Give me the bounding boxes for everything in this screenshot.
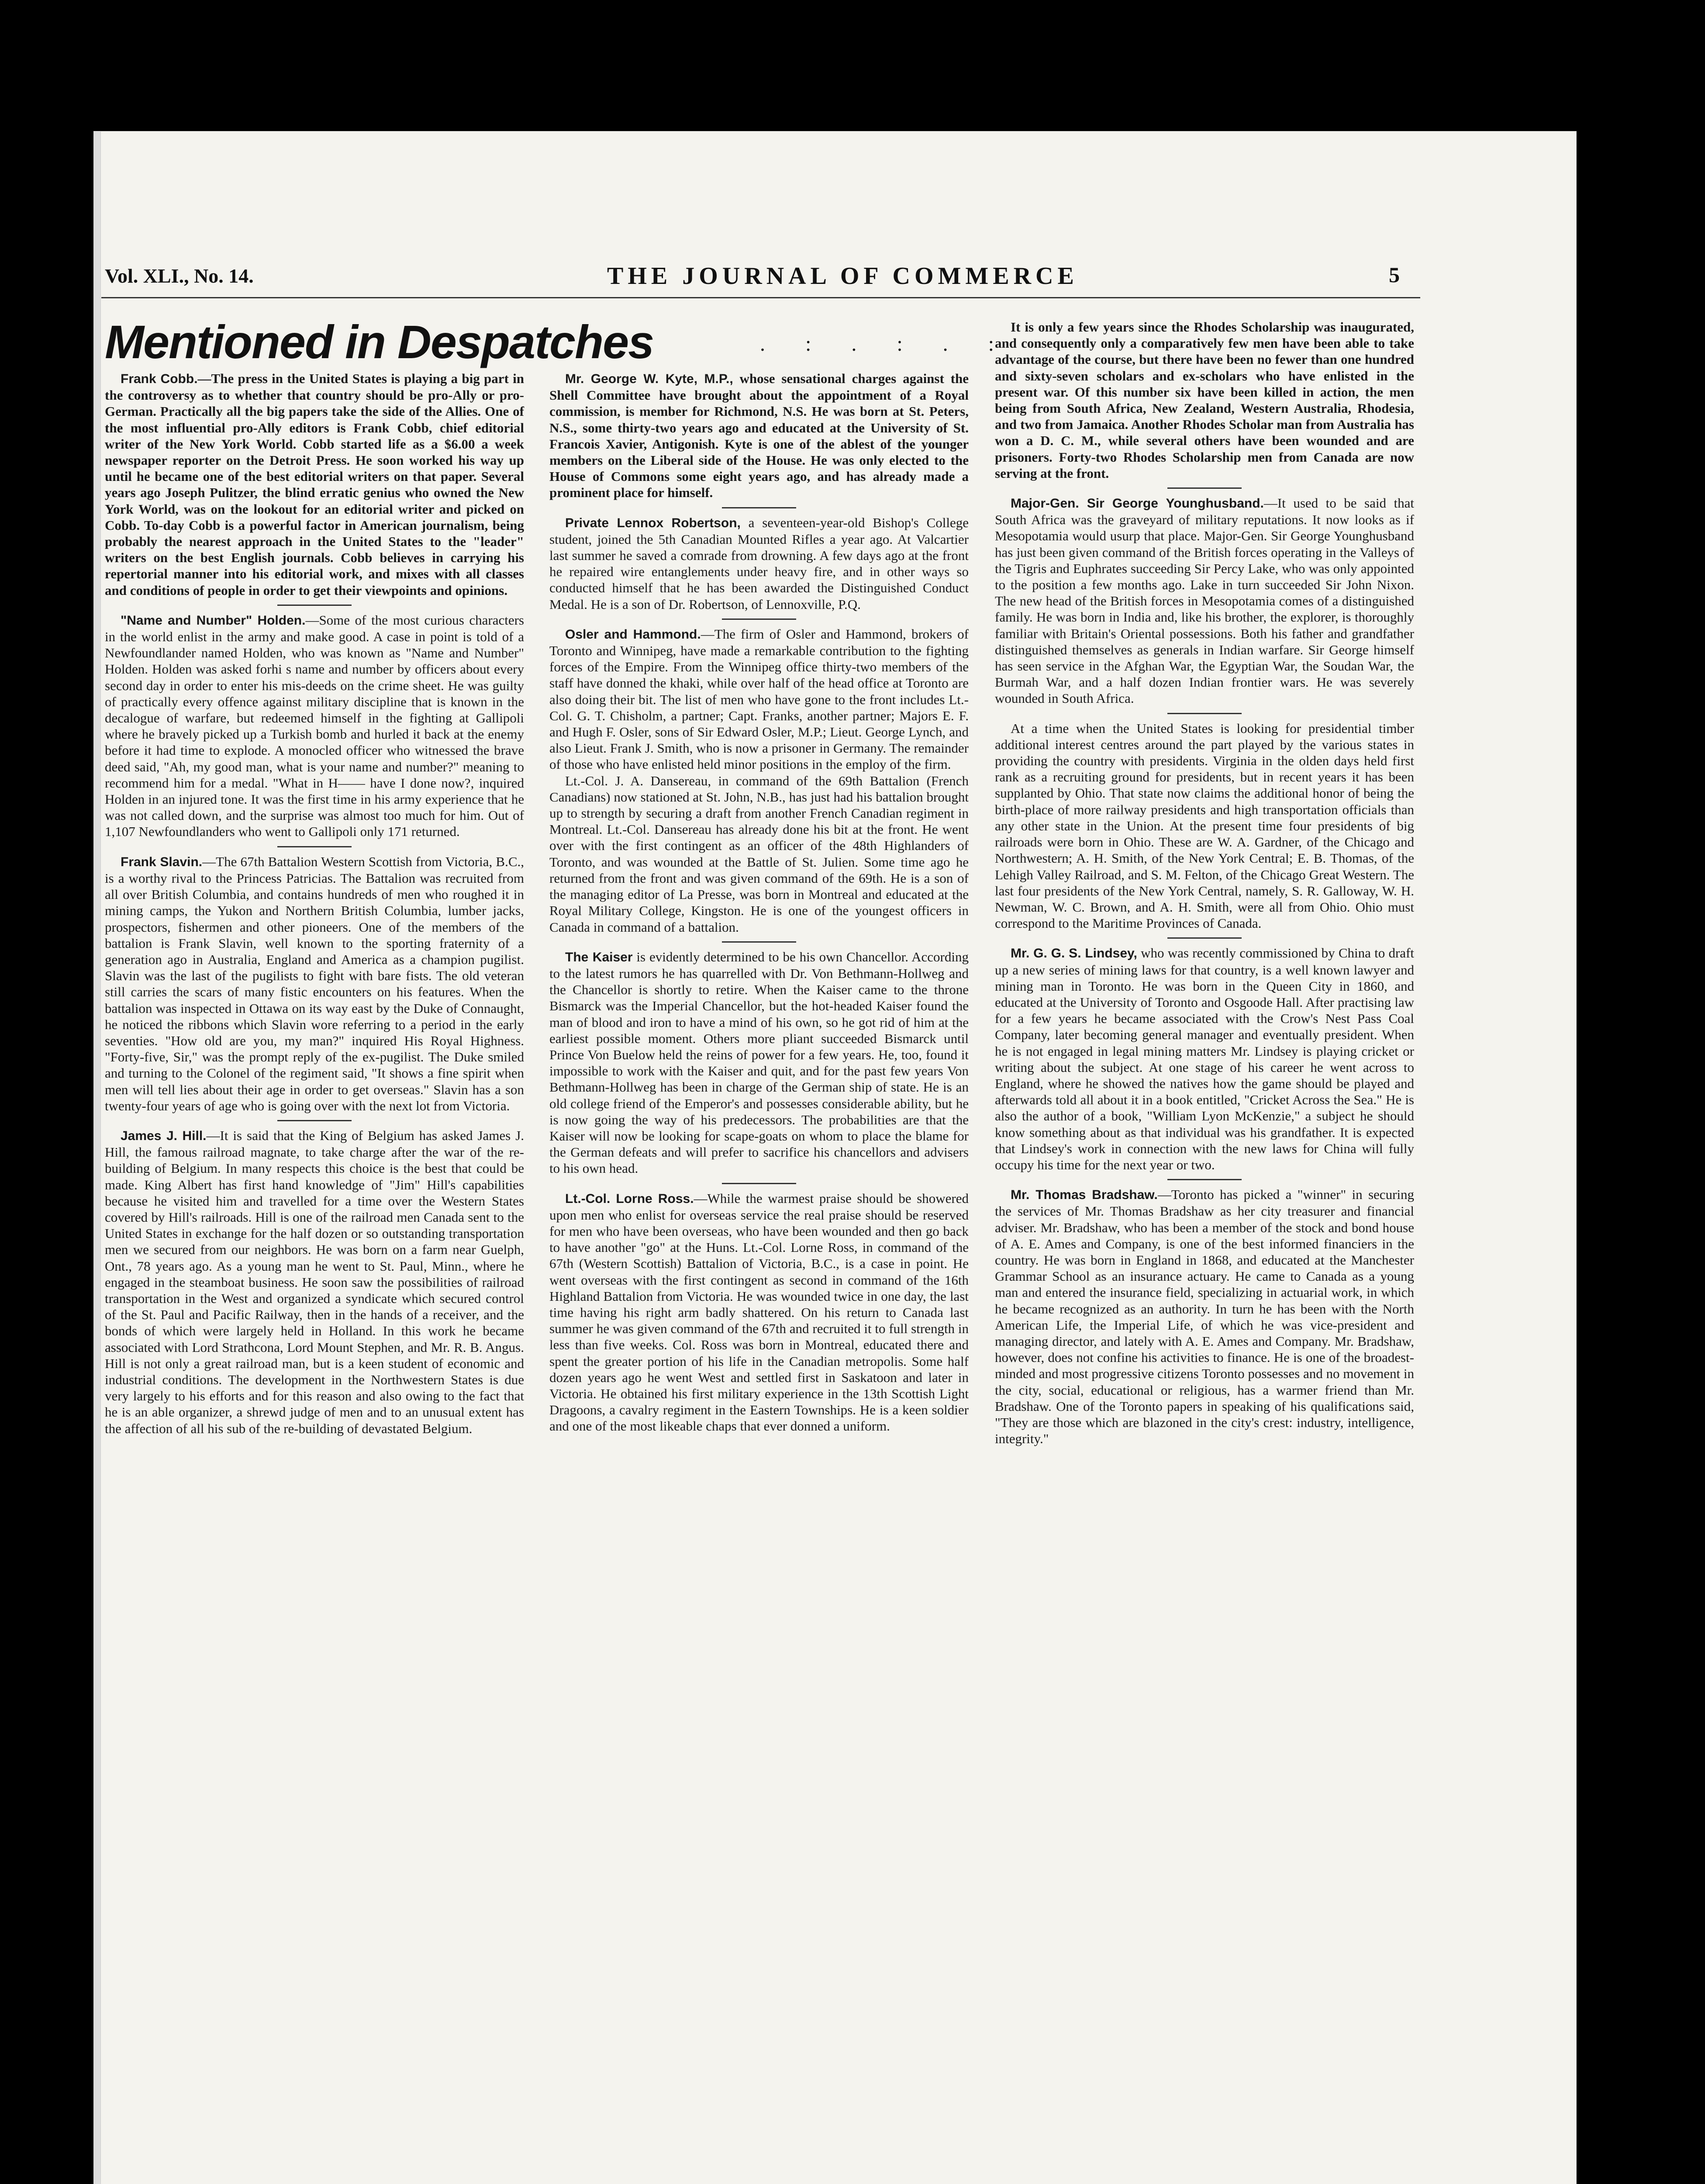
journal-title: THE JOURNAL OF COMMERCE — [607, 263, 1078, 290]
page-edge — [93, 131, 100, 2184]
article-lead: Mr. George W. Kyte, M.P., — [565, 372, 733, 386]
divider — [1167, 713, 1242, 714]
article-bradshaw — [995, 1186, 1414, 1447]
article-body: —The firm of Osler and Hammond, brokers of Toronto and Winnipeg, have made a remarkable contribution to the fighting forces of the Empire. From the Winnipeg office thirty-two members of the staff have donned the khaki, while over half of the head office at Toronto are also doing their bit. The list of men who have gone to the front includes Lt.-Col. G. T. Chisholm, a partner; Capt. Franks, another partner; Majors E. F. and Hugh F. Osler, sons of Sir Edward Osler, M.P.; Lieut. George Lynch, and also Lieut. Frank J. Smith, who is now a prisoner in Germany. The remainder of those who have enlisted held minor positions in the employ of the firm. — [549, 626, 969, 772]
article-lead: Mr. Thomas Bradshaw. — [1011, 1188, 1158, 1203]
column-1 — [105, 370, 524, 1437]
article-hill — [105, 1127, 524, 1437]
divider — [722, 619, 796, 620]
article-body: a seventeen-year-old Bishop's College student, joined the 5th Canadian Mounted Rifles a year ago. At Valcartier last summer he saved a comrade from drowning. A few days ago at the front he repaired wire entanglements under heavy fire, and in other ways so conducted himself that he has been awarded the Distinguished Conduct Medal. He is a son of Dr. Robertson, of Lennoxville, P.Q. — [549, 515, 969, 612]
article-lead: Frank Cobb. — [121, 372, 198, 386]
article-body: —Toronto has picked a "winner" in securing the services of Mr. Thomas Bradshaw as her city treasurer and financial adviser. Mr. Bradshaw, who has been a member of the stock and bond house of A. E. Ames and Company, is one of the best informed financiers in the country. He was born in England in 1868, and educated at the Manchester Grammar School as an insurance actuary. He came to Canada as a young man and entered the insurance field, specializing in actuarial work, in which he became recognized as an authority. In turn he has been with the North American Life, the Imperial Life, of which he was vice-president and managing director, and lately with A. E. Ames and Company. Mr. Bradshaw, however, does not confine his activities to finance. He is one of the broadest-minded and most progressive citizens Toronto possesses and no movement in the city, social, educational or religious, has a warmer friend than Mr. Bradshaw. One of the Toronto papers in speaking of his qualifications said, "They are those which are blazoned in the city's crest: industry, intelligence, integrity." — [995, 1187, 1414, 1447]
article-ohio — [995, 720, 1414, 932]
divider — [277, 846, 352, 847]
article-robertson — [549, 515, 969, 612]
article-ross — [549, 1190, 969, 1434]
article-lead: The Kaiser — [565, 950, 633, 964]
article-lead: James J. Hill. — [121, 1128, 207, 1143]
article-holden — [105, 612, 524, 840]
decorative-dots: . : . : . : — [760, 332, 1012, 356]
article-body: is evidently determined to be his own Chancellor. According to the latest rumors he has quarrelled with Dr. Von Bethmann-Hollweg and the Chancellor is shortly to retire. When the Kaiser came to the throne Bismarck was the Imperial Chancellor, but the hot-headed Kaiser found the man of blood and iron to have a mind of his own, so he got rid of him at the earliest possible moment. Others more pliant succeeded Bismarck until Prince Von Buelow held the reins of power for a few years. He, too, found it impossible to work with the Kaiser and quit, and for the past few years Von Bethmann-Hollweg has been in charge of the German ship of state. He is an old college friend of the Emperor's and possesses considerable ability, but he is now going the way of his predecessors. The probabilities are that the Kaiser will now be looking for scape-goats on whom to place the blame for the German defeats and will prefer to sacrifice his chancellors and advisers to his own head. — [549, 949, 969, 1176]
article-osler-hammond — [549, 626, 969, 773]
article-body: Lt.-Col. J. A. Dansereau, in command of the 69th Battalion (French Canadians) now stationed at St. John, N.B., has just had his battalion brought up to strength by securing a draft from another French Canadian regiment in Montreal. Lt.-Col. Dansereau has already done his bit at the front. He went over with the first contingent as an officer of the 48th Highlanders of Toronto, and was wounded at the Battle of St. Julien. Some time ago he returned from the front and was given command of the 69th. He is a son of the managing editor of La Presse, was born in Montreal and educated at the Royal Military College, Kingston. He is one of the youngest officers in Canada in command of a battalion. — [549, 773, 969, 935]
article-lead: Frank Slavin. — [121, 854, 203, 869]
article-body: It is only a few years since the Rhodes Scholarship was inaugurated, and consequently only a comparatively few men have been able to take advantage of the course, but there have been no fewer than one hundred and sixty-seven scholars and ex-scholars who have enlisted in the present war. Of this number six have been killed in action, the men being from South Africa, New Zealand, Western Australia, Rhodesia, and two from Jamaica. Another Rhodes Scholar man from Australia has won a D. C. M., while several others have been wounded and are prisoners. Forty-two Rhodes Scholarship men from Canada are now serving at the front. — [995, 319, 1414, 481]
article-dansereau — [549, 773, 969, 935]
divider — [1167, 937, 1242, 939]
article-body: At a time when the United States is looking for presidential timber additional interest centres around the part played by the various states in providing the country with presidents. Virginia in the olden days held first rank as a recruiting ground for presidents, but in recent years it has been supplanted by Ohio. That state now claims the additional honor of being the birth-place of more railway presidents and high transportation officials than any other state in the Union. At the present time four presidents of big railroads were born in Ohio. These are W. A. Gardner, of the Chicago and Northwestern; A. H. Smith, of the New York Central; E. B. Thomas, of the Lehigh Valley Railroad, and S. M. Felton, of the Chicago Great Western. The last four presidents of the New York Central, namely, S. R. Galloway, W. H. Newman, W. C. Brown, and A. H. Smith, were all from Ohio. Ohio must correspond to the Maritime Provinces of Canada. — [995, 720, 1414, 931]
divider — [277, 1120, 352, 1121]
article-rhodes — [995, 319, 1414, 481]
article-lead: Lt.-Col. Lorne Ross. — [565, 1191, 694, 1206]
article-kaiser — [549, 949, 969, 1177]
article-cobb — [105, 370, 524, 598]
headline: Mentioned in Despatches — [105, 315, 654, 368]
article-lead: "Name and Number" Holden. — [121, 613, 306, 628]
article-lead: Private Lennox Robertson, — [565, 515, 741, 530]
article-lead: Osler and Hammond. — [565, 627, 701, 642]
article-younghusband — [995, 495, 1414, 707]
article-body: —It used to be said that South Africa was the graveyard of military reputations. It now looks as if Mesopotamia would usurp that place. Major-Gen. Sir George Younghusband has just been given command of the British forces operating in the Valleys of the Tigris and Euphrates succeeding Sir Percy Lake, who was only appointed to the position a few months ago. Lake in turn succeeded Sir John Nixon. The new head of the British forces in Mesopotamia comes of a distinguished family. He was born in India and, like his brother, the explorer, is thoroughly familiar with Britain's Oriental possessions. Both his father and grandfather distinguished themselves as generals in Indian warfare. Sir George himself has seen service in the Afghan War, the Egyptian War, the Soudan War, the Burmah War, and a half dozen Indian frontier wars. He was severely wounded in South Africa. — [995, 495, 1414, 706]
article-kyte — [549, 370, 969, 501]
article-lindsey — [995, 945, 1414, 1173]
divider — [1167, 1179, 1242, 1180]
column-2 — [549, 370, 969, 1434]
article-body: —It is said that the King of Belgium has asked James J. Hill, the famous railroad magnate, to take charge after the war of the re-building of Belgium. In many respects this choice is the best that could be made. King Albert has first hand knowledge of "Jim" Hill's capabilities because he visited him and travelled for a time over the Western States covered by Hill's railroads. Hill is one of the railroad men Canada sent to the United States in exchange for the half dozen or so outstanding transportation men we secured from our neighbors. He was born on a farm near Guelph, Ont., 78 years ago. As a young man he went to St. Paul, Minn., where he engaged in the steamboat business. He soon saw the possibilities of railroad transportation in the West and organized a syndicate which secured control of the St. Paul and Pacific Railway, then in the hands of a receiver, and the bonds of which were largely held in Holland. In this work he became associated with Lord Strathcona, Lord Mount Stephen, and Mr. R. B. Angus. Hill is not only a great railroad man, but is a keen student of economic and industrial conditions. The development in the Northwestern States is due very largely to his efforts and for this reason and also owing to the fact that he is an able organizer, a shrewd judge of men and to an unusual extent has the affection of all his sub of the re-building of devastated Belgium. — [105, 1127, 525, 1436]
divider — [1167, 487, 1242, 489]
divider — [722, 507, 796, 508]
volume-label: Vol. XLI., No. 14. — [105, 265, 254, 287]
article-body: —While the warmest praise should be showered upon men who enlist for overseas service the real praise should be reserved for men who have been overseas, who have been wounded and then go back to have another "go" at the Huns. Lt.-Col. Lorne Ross, in command of the 67th (Western Scottish) Battalion of Victoria, B.C., is a case in point. He went overseas with the first contingent as second in command of the 16th Highland Battalion from Victoria. He was wounded twice in one day, the last time having his right arm badly shattered. On his return to Canada last summer he was given command of the 67th and recruited it to full strength in less than five weeks. Col. Ross was born in Montreal, educated there and spent the greater portion of his life in the Canadian metropolis. Some half dozen years ago he went West and settled first in Saskatoon and later in Victoria. He obtained his first military experience in the 13th Scottish Light Dragoons, a cavalry regiment in the Eastern Townships. He is a keen soldier and one of the most likeable chaps that ever donned a uniform. — [549, 1190, 969, 1434]
article-body: who was recently commissioned by China to draft up a new series of mining laws for that country, is a well known lawyer and mining man in Toronto. He was born in the Queen City in 1860, and educated at the University of Toronto and Osgoode Hall. After practising law for a few years he became associated with the Crow's Nest Pass Coal Company, later becoming general manager and eventually president. When he is not engaged in legal mining matters Mr. Lindsey is playing cricket or writing about the subject. At one stage of his career he went across to England, where he showed the natives how the game should be played and afterwards told all about it in a book entitled, "Cricket Across the Sea." He is also the author of a book, "William Lyon McKenzie," a subject he should know something about as that individual was his grandfather. It is expected that Lindsey's work in connection with the new laws for China will fully occupy his time for the next year or two. — [995, 945, 1414, 1172]
divider — [722, 941, 796, 943]
column-3 — [995, 319, 1414, 1447]
header-rule — [101, 297, 1420, 298]
divider — [277, 605, 352, 606]
article-body: —The 67th Battalion Western Scottish from Victoria, B.C., is a worthy rival to the Princess Patricias. The Battalion was recruited from all over British Columbia, and contains hundreds of men who roughed it in mining camps, the Yukon and Northern British Columbia, lumber jacks, prospectors, fishermen and other pioneers. One of the members of the battalion is Frank Slavin, well known to the sporting fraternity of a generation ago in Australia, England and America as a champion pugilist. Slavin was the last of the pugilists to fight with bare fists. The old veteran still carries the scars of many fistic encounters on his features. When the battalion was inspected in Ottawa on its way east by the Duke of Connaught, he noticed the ribbons which Slavin wore referring to a period in the early seventies. "How old are you, my man?" inquired His Royal Highness. "Forty-five, Sir," was the prompt reply of the ex-pugilist. The Duke smiled and turning to the Colonel of the regiment said, "It shows a fine spirit when men will tell lies about their age in order to get overseas." Slavin has a son twenty-four years of age who is going over with the next lot from Victoria. — [105, 854, 524, 1113]
article-lead: Mr. G. G. S. Lindsey, — [1011, 946, 1137, 961]
divider — [722, 1183, 796, 1184]
article-lead: Major-Gen. Sir George Younghusband. — [1011, 496, 1264, 511]
page-number: 5 — [1389, 263, 1400, 287]
article-slavin — [105, 854, 524, 1114]
article-body: whose sensational charges against the Shell Committee have brought about the appointment of a Royal commission, is member for Richmond, N.S. He was born at St. Peters, N.S., some thirty-two years ago and educated at the University of St. Francois Xavier, Antigonish. Kyte is one of the ablest of the younger members on the Liberal side of the House. He was only elected to the House of Commons some eight years ago, and has already made a prominent place for himself. — [549, 371, 969, 501]
article-body: —Some of the most curious characters in the world enlist in the army and make good. A case in point is told of a Newfoundlander named Holden, who was known as "Name and Number" Holden. Holden was asked forhi s name and number by officers about every second day in order to enter his mis-deeds on the crime sheet. He was guilty of practically every offence against military discipline that is known in the decalogue of warfare, but redeemed himself in the fighting at Gallipoli where he bravely picked up a Turkish bomb and hurled it back at the enemy before it had time to explode. A monocled officer who witnessed the brave deed said, "Ah, my good man, what is your name and number?" meaning to recommend him for a medal. "What in H—— have I done now?, inquired Holden in an injured tone. It was the first time in his army experience that he was not called down, and the surprise was almost too much for him. Out of 1,107 Newfoundlanders who went to Gallipoli only 171 returned. — [105, 612, 524, 840]
article-body: —The press in the United States is playing a big part in the controversy as to whether that country should be pro-Ally or pro-German. Practically all the big papers take the side of the Allies. One of the most influential pro-Ally editors is Frank Cobb, chief editorial writer of the New York World. Cobb started life as a $6.00 a week newspaper reporter on the Detroit Press. He soon worked his way up until he became one of the best editorial writers on that paper. Several years ago Joseph Pulitzer, the blind erratic genius who owned the New York World, was on the lookout for an editorial writer and picked on Cobb. To-day Cobb is a powerful factor in American journalism, being probably the nearest approach in the United States to the "leader" writers on the best English journals. Cobb believes in carrying his repertorial manner into his editorial work, and mixes with all classes and conditions of people in order to get their viewpoints and opinions. — [105, 371, 524, 598]
